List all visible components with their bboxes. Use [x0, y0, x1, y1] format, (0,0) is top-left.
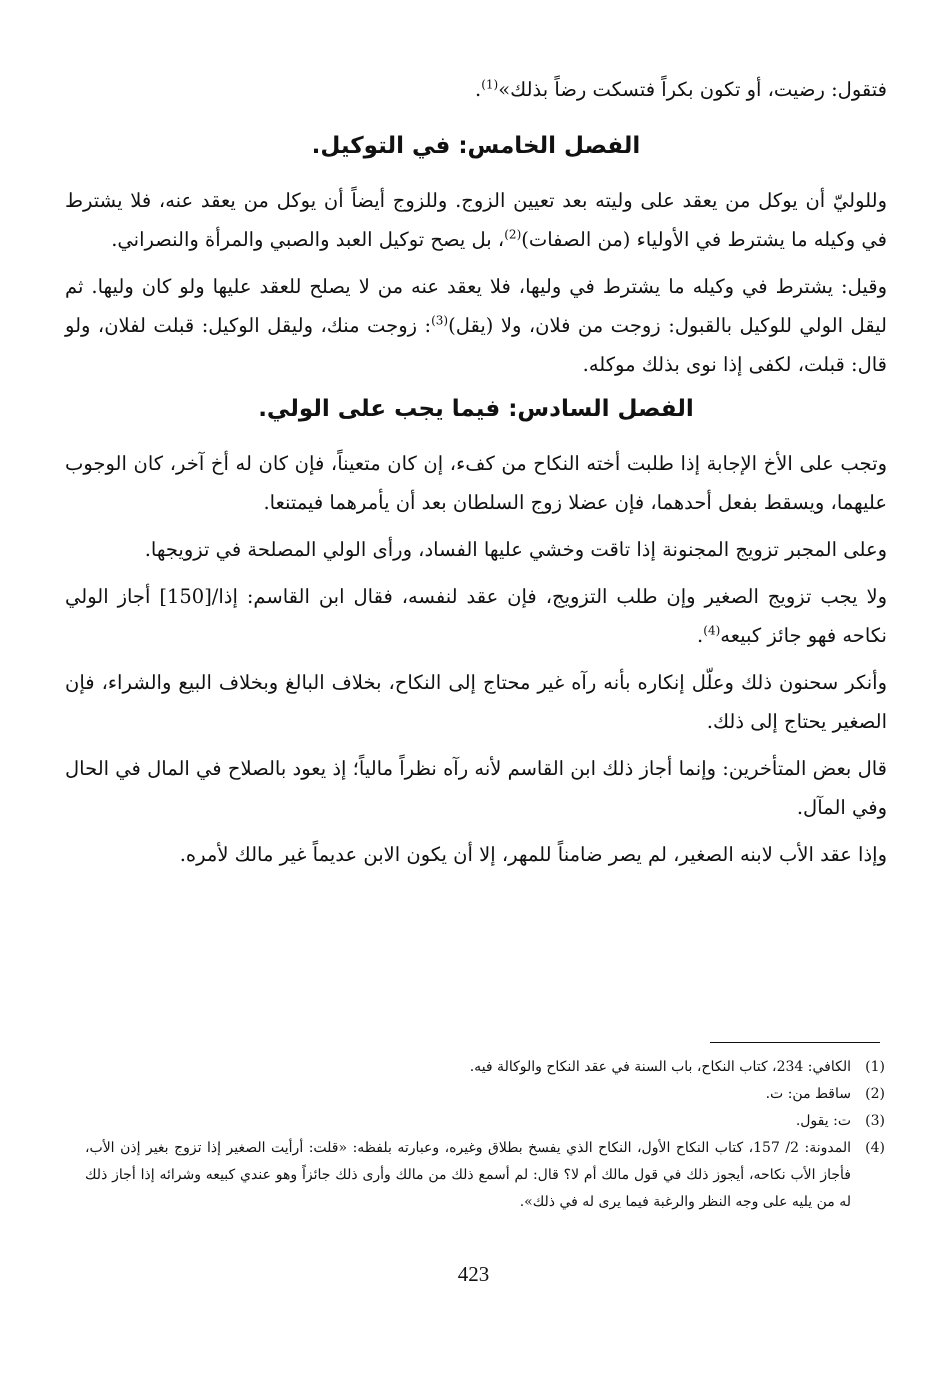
footnote-2-text: ساقط من: ت.	[765, 1086, 851, 1102]
opening-line: فتقول: رضيت، أو تكون بكراً فتسكت رضاً بذلك»$^{(1)}$.	[475, 77, 887, 101]
paragraph-1-part-b: ، بل يصح توكيل العبد والصبي والمرأة والنصراني.	[111, 228, 505, 251]
paragraph-4: وعلى المجبر تزويج المجنونة إذا تاقت وخشي عليها الفساد، ورأى الولي المصلحة في تزويجها.	[144, 538, 887, 561]
paragraph-2	[65, 267, 887, 384]
footnote-4-text: المدونة: 2/ 157، كتاب النكاح الأول، النكاح الذي يفسخ بطلاق وغيره، وعبارته بلفظه: «قلت: أرأيت الصغير إذا تزوج بغير إذن الأب، فأجاز الأب نكاحه، أيجوز ذلك في قول مالك أم لا؟ قال: لم أسمع ذلك من مالك وأرى ذلك جائزاً وهو عندي كبيعه وشرائه إذا أجاز ذلك له من يليه على وجه النظر والرغبة فيما يرى له في ذلك».	[85, 1140, 851, 1210]
footnote-1-number: (1)	[865, 1059, 885, 1075]
footnote-1	[85, 1054, 885, 1081]
footnote-ref-2: (2)	[504, 227, 522, 242]
footnote-4-number: (4)	[865, 1140, 885, 1156]
footnote-4	[85, 1135, 885, 1216]
paragraph-3: وتجب على الأخ الإجابة إذا طلبت أخته النكاح من كفء، إن كان متعيناً، فإن كان له أخ آخر، كان الوجوب عليهما، ويسقط بفعل أحدهما، فإن عضلا زوج السلطان بعد أن يأمرهما فيمتنعا.	[65, 452, 887, 514]
footnote-ref-3: (3)	[431, 313, 449, 328]
footnote-ref-4: (4)	[703, 623, 721, 638]
footnote-1-text: الكافي: 234، كتاب النكاح، باب السنة في عقد النكاح والوكالة فيه.	[469, 1059, 851, 1075]
paragraph-5	[65, 577, 887, 655]
paragraph-5-part-b: .	[697, 624, 704, 647]
footnote-3-text: ت: يقول.	[795, 1113, 851, 1129]
footnote-3-number: (3)	[865, 1113, 885, 1129]
paragraph-2-part-a: وقيل: يشترط في وكيله ما يشترط في وليها، فلا يعقد عنه من لا يصلح للعقد عليها ولو كان وليها. ثم ليقل الولي للوكيل بالقبول: زوجت من فلان، ولا (يقل)	[65, 275, 887, 337]
footnote-2	[85, 1081, 885, 1108]
footnotes	[85, 1054, 885, 1216]
paragraph-6: وأنكر سحنون ذلك وعلّل إنكاره بأنه رآه غير محتاج إلى النكاح، بخلاف البالغ وبخلاف البيع والشراء، فإن الصغير يحتاج إلى ذلك.	[65, 671, 887, 733]
section-heading-wali-duties: الفصل السادس: فيما يجب على الولي.	[258, 396, 694, 422]
section-heading-tawkeel: الفصل الخامس: في التوكيل.	[311, 133, 641, 159]
footnote-divider	[710, 1042, 880, 1043]
page-number: 423	[457, 1262, 490, 1286]
opening-line-text: فتقول: رضيت، أو تكون بكراً فتسكت رضاً بذلك»	[498, 78, 887, 101]
paragraph-1-part-a: وللوليّ أن يوكل من يعقد على وليته بعد تعيين الزوج. وللزوج أيضاً أن يوكل من يعقد عنه، فلا يشترط في وكيله ما يشترط في الأولياء (من الصفات)	[65, 189, 887, 251]
paragraph-8: وإذا عقد الأب لابنه الصغير، لم يصر ضامناً للمهر، إلا أن يكون الابن عديماً غير مالك لأمره.	[179, 843, 887, 866]
paragraph-7: قال بعض المتأخرين: وإنما أجاز ذلك ابن القاسم لأنه رآه نظراً مالياً؛ إذ يعود بالصلاح في المال في الحال وفي المآل.	[65, 757, 887, 819]
paragraph-2-part-b: : زوجت منك، وليقل الوكيل: قبلت لفلان، ولو قال: قبلت، لكفى إذا نوى بذلك موكله.	[65, 314, 887, 376]
main-text	[65, 70, 887, 882]
footnote-ref-1: (1)	[481, 77, 499, 92]
paragraph-1	[65, 181, 887, 259]
footnote-2-number: (2)	[865, 1086, 885, 1102]
footnote-3	[85, 1108, 885, 1135]
paragraph-5-part-a: ولا يجب تزويج الصغير وإن طلب التزويج، فإن عقد لنفسه، فقال ابن القاسم: إذا/[150] أجاز الولي نكاحه فهو جائز كبيعه	[65, 585, 888, 647]
